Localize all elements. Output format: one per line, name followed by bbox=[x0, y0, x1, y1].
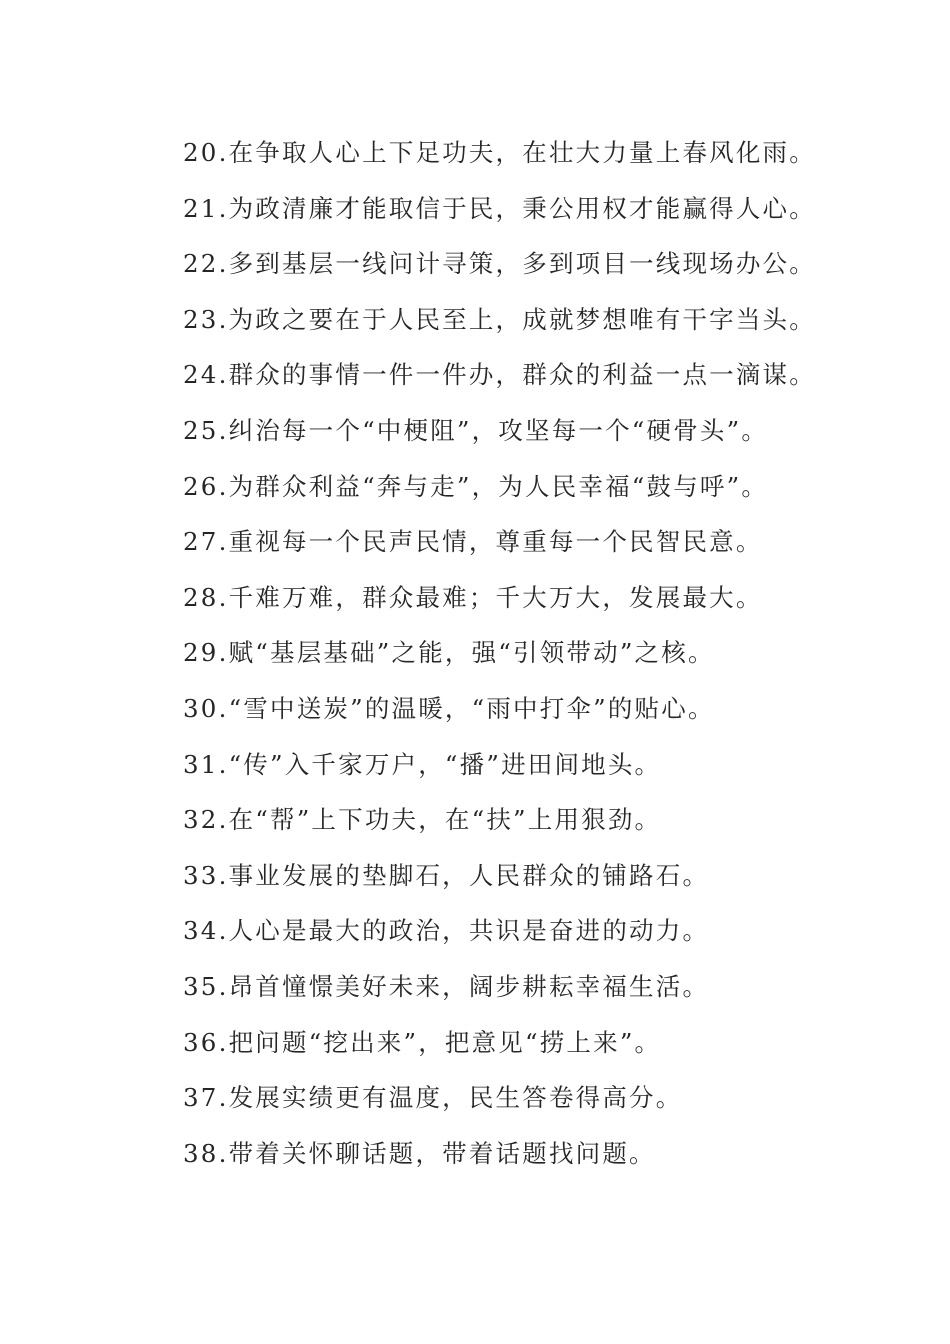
slogan-line-21: 21.为政清廉才能取信于民，秉公用权才能赢得人心。 bbox=[183, 193, 816, 223]
slogan-line-30: 30.“雪中送炭”的温暖，“雨中打伞”的贴心。 bbox=[183, 693, 715, 723]
slogan-line-37: 37.发展实绩更有温度，民生答卷得高分。 bbox=[183, 1083, 683, 1113]
slogan-list bbox=[183, 134, 883, 1190]
slogan-line-26: 26.为群众利益“奔与走”，为人民幸福“鼓与呼”。 bbox=[183, 471, 769, 501]
slogan-line-38: 38.带着关怀聊话题，带着话题找问题。 bbox=[183, 1138, 656, 1168]
slogan-line-34: 34.人心是最大的政治，共识是奋进的动力。 bbox=[183, 916, 710, 946]
slogan-line-25: 25.纠治每一个“中梗阻”，攻坚每一个“硬骨头”。 bbox=[183, 415, 769, 445]
slogan-line-35: 35.昂首憧憬美好未来，阔步耕耘幸福生活。 bbox=[183, 971, 710, 1001]
slogan-line-20: 20.在争取人心上下足功夫，在壮大力量上春风化雨。 bbox=[183, 138, 816, 167]
slogan-line-22: 22.多到基层一线问计寻策，多到项目一线现场办公。 bbox=[183, 249, 816, 279]
slogan-line-28: 28.千难万难，群众最难；千大万大，发展最大。 bbox=[183, 582, 763, 612]
slogan-line-32: 32.在“帮”上下功夫，在“扶”上用狠劲。 bbox=[183, 805, 662, 835]
slogan-line-29: 29.赋“基层基础”之能，强“引领带动”之核。 bbox=[183, 638, 715, 668]
slogan-line-24: 24.群众的事情一件一件办，群众的利益一点一滴谋。 bbox=[183, 360, 816, 390]
slogan-line-31: 31.“传”入千家万户，“播”进田间地头。 bbox=[183, 749, 662, 779]
slogan-line-27: 27.重视每一个民声民情，尊重每一个民智民意。 bbox=[183, 527, 763, 557]
slogan-line-23: 23.为政之要在于人民至上，成就梦想唯有干字当头。 bbox=[183, 304, 816, 334]
slogan-line-33: 33.事业发展的垫脚石，人民群众的铺路石。 bbox=[183, 860, 710, 890]
slogan-line-36: 36.把问题“挖出来”，把意见“捞上来”。 bbox=[183, 1027, 662, 1057]
